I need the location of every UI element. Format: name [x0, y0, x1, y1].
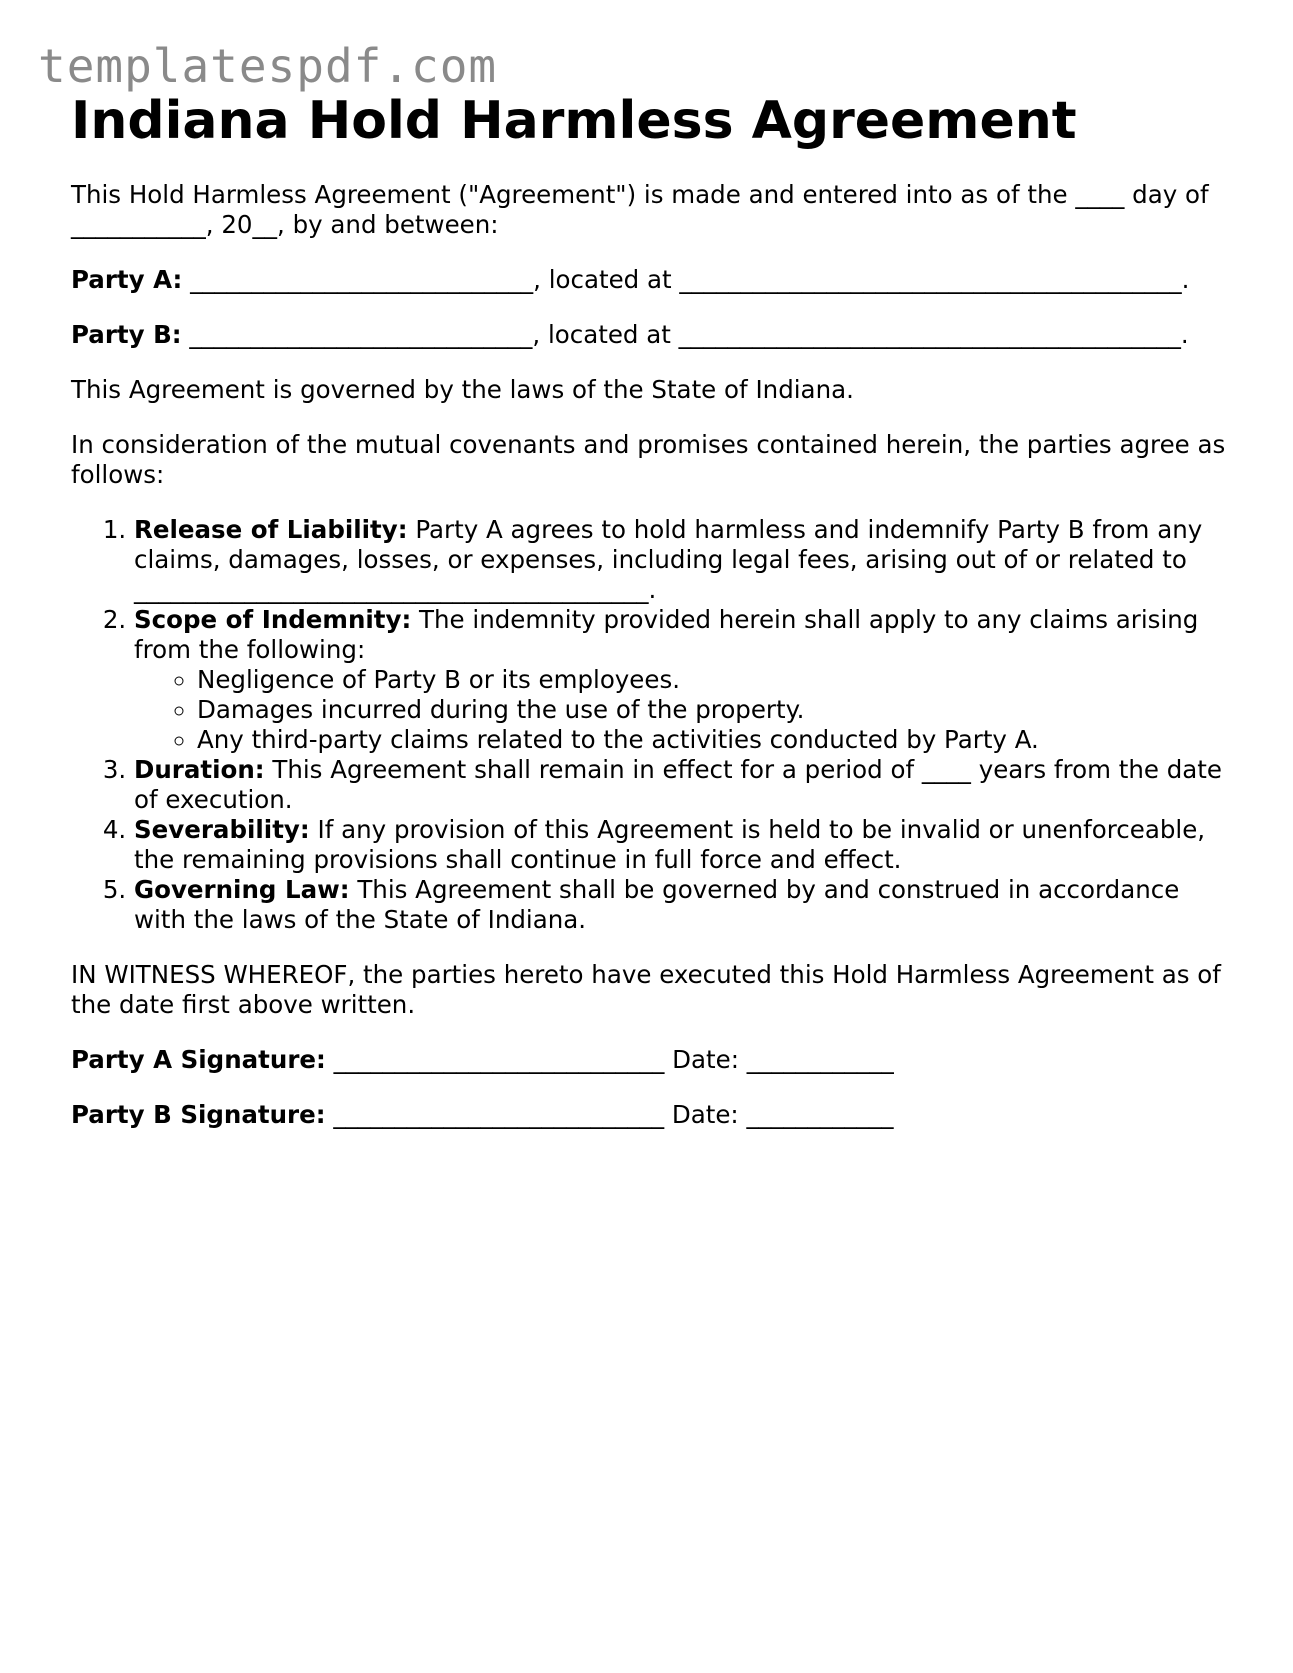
party-a-signature-line — [71, 1045, 1231, 1075]
term-title: Severability: — [134, 815, 310, 844]
party-a-line — [71, 265, 1231, 295]
term-text: If any provision of this Agreement is held to be invalid or unenforceable, the remaining provisions shall continue in full force and effect. — [134, 815, 1206, 874]
list-item — [134, 875, 1231, 935]
sub-list-item: ◦ Any third-party claims related to the activities conducted by Party A. — [197, 725, 1231, 755]
term-text: This Agreement shall remain in effect for a period of ____ years from the date of execution. — [134, 755, 1222, 814]
page-title: Indiana Hold Harmless Agreement — [71, 91, 1077, 151]
party-a-signature-blank: ___________________________ Date: ____________ — [325, 1045, 894, 1074]
sub-list-item: ◦ Negligence of Party B or its employees. — [197, 665, 1231, 695]
party-a-signature-label: Party A Signature: — [71, 1045, 326, 1074]
terms-list — [71, 515, 1231, 935]
term-text: This Agreement shall be governed by and construed in accordance with the laws of the State of Indiana. — [134, 875, 1180, 934]
term-text: The indemnity provided herein shall apply to any claims arising from the following: — [134, 605, 1199, 664]
list-item — [134, 515, 1231, 605]
watermark-text: templatespdf.com — [38, 39, 498, 93]
list-item — [134, 815, 1231, 875]
document-body — [71, 88, 1231, 1155]
party-b-label: Party B: — [71, 320, 182, 349]
intro-paragraph: This Hold Harmless Agreement ("Agreement") is made and entered into as of the ____ day of ___________, 20__, by and between: — [71, 180, 1209, 239]
term-title: Release of Liability: — [134, 515, 408, 544]
party-b-text: ____________________________, located at _________________________________________. — [181, 320, 1189, 349]
list-item — [134, 755, 1231, 815]
party-b-signature-blank: ___________________________ Date: ____________ — [325, 1100, 894, 1129]
party-a-text: ____________________________, located at _________________________________________. — [182, 265, 1190, 294]
party-b-signature-label: Party B Signature: — [71, 1100, 326, 1129]
consideration-paragraph: In consideration of the mutual covenants and promises contained herein, the parties agree as follows: — [71, 430, 1226, 489]
party-b-line — [71, 320, 1231, 350]
governed-paragraph: This Agreement is governed by the laws of the State of Indiana. — [71, 375, 854, 404]
sub-list-item: ◦ Damages incurred during the use of the property. — [197, 695, 1231, 725]
term-title: Scope of Indemnity: — [134, 605, 412, 634]
list-item — [134, 605, 1231, 755]
witness-paragraph: IN WITNESS WHEREOF, the parties hereto have executed this Hold Harmless Agreement as of the date first above written. — [71, 960, 1221, 1019]
party-b-signature-line — [71, 1100, 1231, 1130]
indemnity-sublist — [134, 665, 1231, 755]
party-a-label: Party A: — [71, 265, 183, 294]
term-text: Party A agrees to hold harmless and indemnify Party B from any claims, damages, losses, or expenses, including legal fees, arising out of or related to __________________________________________. — [134, 515, 1203, 604]
term-title: Duration: — [134, 755, 265, 784]
term-title: Governing Law: — [134, 875, 350, 904]
